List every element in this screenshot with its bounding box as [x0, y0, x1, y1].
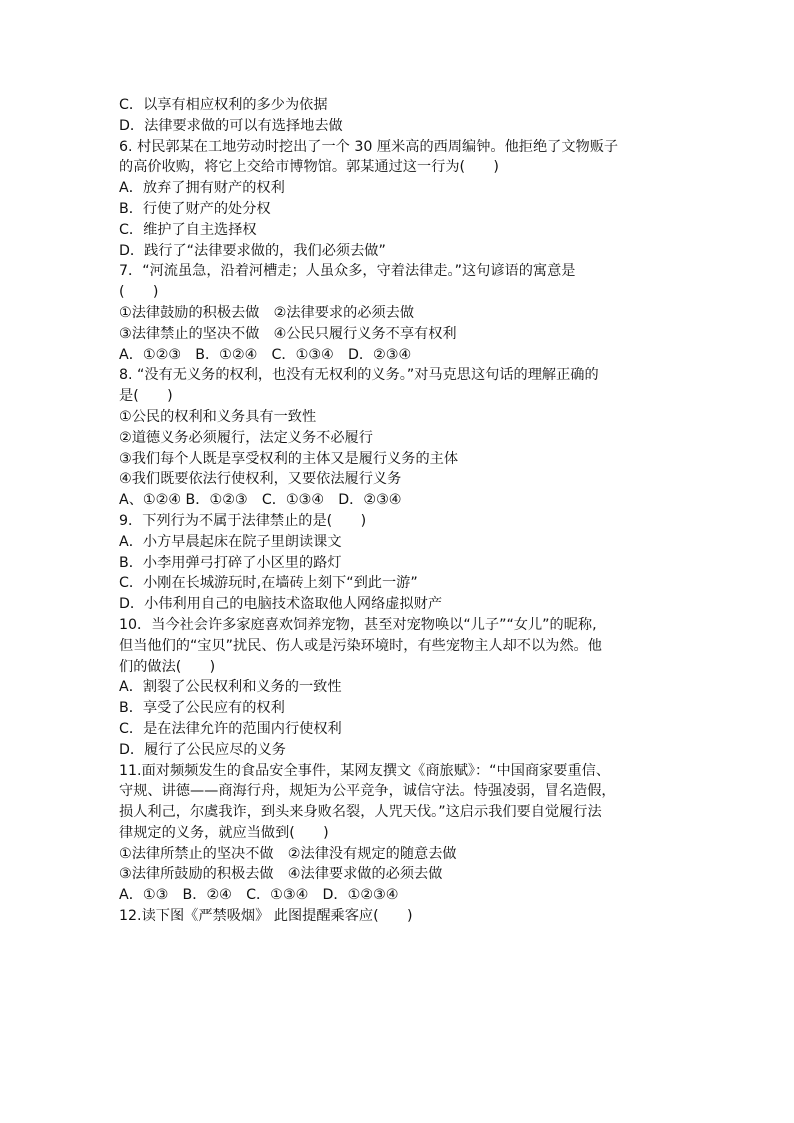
text-line: 们的做法( ): [119, 658, 216, 675]
text-line: A、①②④ B．①②③ C．①③④ D．②③④: [119, 492, 402, 509]
document-page: [119, 95, 679, 927]
text-line: 损人利己，尔虞我诈，到头来身败名裂，人咒天伐。”这启示我们要自觉履行法: [119, 804, 602, 821]
text-line: ③法律所鼓励的积极去做 ④法律要求做的必须去做: [119, 866, 443, 883]
text-line: 12.读下图《严禁吸烟》 此图提醒乘客应( ): [119, 908, 413, 925]
text-line: C．是在法律允许的范围内行使权利: [119, 720, 342, 737]
text-line: 11.面对频频发生的食品安全事件，某网友撰文《商旅赋》：“中国商家要重信、: [119, 762, 611, 779]
text-line: ③我们每个人既是享受权利的主体又是履行义务的主体: [119, 450, 459, 467]
text-line: 6. 村民郭某在工地劳动时挖出了一个 30 厘米高的西周编钟。他拒绝了文物贩子: [119, 138, 619, 155]
text-line: D．履行了公民应尽的义务: [119, 741, 286, 758]
text-line: B．行使了财产的处分权: [119, 200, 271, 217]
text-line: 守规、讲德——商海行舟，规矩为公平竞争，诚信守法。恃强凌弱，冒名造假，: [119, 783, 616, 800]
text-line: A．①②③ B．①②④ C．①③④ D．②③④: [119, 346, 412, 363]
text-line: B．享受了公民应有的权利: [119, 700, 285, 717]
text-line: 但当他们的“宝贝”扰民、伤人或是污染环境时，有些宠物主人却不以为然。他: [119, 637, 602, 654]
text-line: A．割裂了公民权利和义务的一致性: [119, 679, 342, 696]
text-line: D．小伟利用自己的电脑技术盗取他人网络虚拟财产: [119, 596, 443, 613]
text-line: ①公民的权利和义务具有一致性: [119, 408, 317, 425]
text-line: C．维护了自主选择权: [119, 221, 257, 238]
text-line: 的高价收购，将它上交给市博物馆。郭某通过这一行为( ): [119, 159, 499, 176]
text-line: B．小李用弹弓打碎了小区里的路灯: [119, 554, 342, 571]
text-line: ③法律禁止的坚决不做 ④公民只履行义务不享有权利: [119, 325, 457, 342]
text-line: A．放弃了拥有财产的权利: [119, 180, 285, 197]
text-line: 7．“河流虽急，沿着河槽走；人虽众多，守着法律走。”这句谚语的寓意是: [119, 263, 576, 280]
text-line: ①法律鼓励的积极去做 ②法律要求的必须去做: [119, 304, 415, 321]
text-line: D．法律要求做的可以有选择地去做: [119, 117, 343, 134]
text-line: ④我们既要依法行使权利，又要依法履行义务: [119, 471, 402, 488]
text-line: C．小刚在长城游玩时,在墙砖上刻下“到此一游”: [119, 575, 418, 592]
text-line: 10．当今社会许多家庭喜欢饲养宠物，甚至对宠物唤以“儿子”“女儿”的昵称,: [119, 616, 597, 633]
text-line: 律规定的义务，就应当做到( ): [119, 824, 329, 841]
text-line: A．小方早晨起床在院子里朗读课文: [119, 533, 342, 550]
text-line: 8. “没有无义务的权利，也没有无权利的义务。”对马克思这句话的理解正确的: [119, 367, 599, 384]
text-line: ②道德义务必须履行，法定义务不必履行: [119, 429, 373, 446]
text-line: C．以享有相应权利的多少为依据: [119, 97, 328, 113]
text-line: 是( ): [119, 388, 173, 405]
text-line: ①法律所禁止的坚决不做 ②法律没有规定的随意去做: [119, 845, 457, 862]
text-line: ( ): [119, 284, 159, 301]
text-line: D．践行了“法律要求做的，我们必须去做”: [119, 242, 386, 259]
text-line: 9．下列行为不属于法律禁止的是( ): [119, 512, 367, 529]
text-line: A．①③ B．②④ C．①③④ D．①②③④: [119, 887, 399, 904]
